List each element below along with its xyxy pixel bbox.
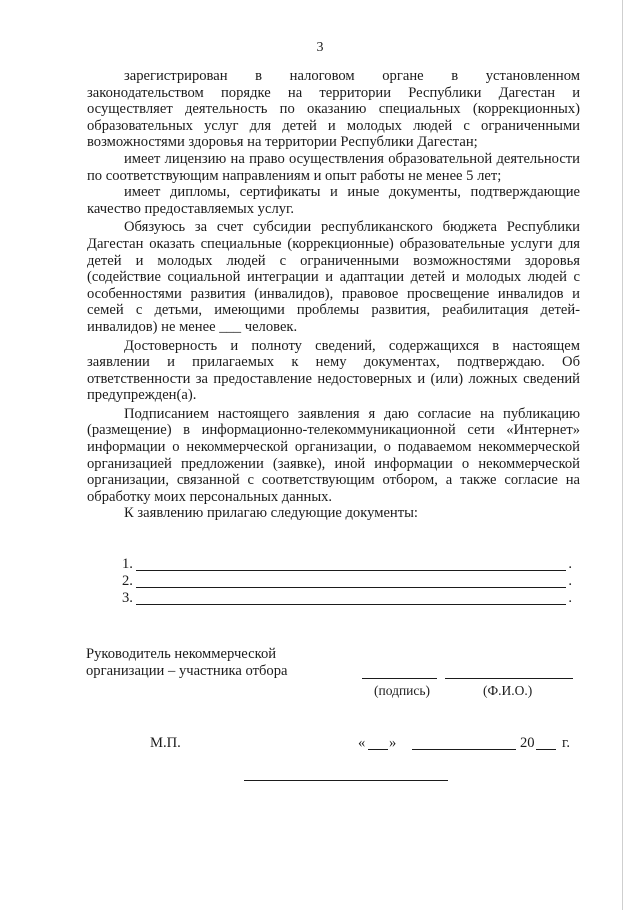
name-line[interactable]: [445, 678, 573, 679]
paragraph-license: имеет лицензию на право осуществления образовательной деятельности по соответствующим направлениям и опыт работы не менее 5 лет;: [87, 150, 580, 184]
paragraph-consent: Подписанием настоящего заявления я даю согласие на публикацию (размещение) в информационно-телекоммуникационной сети «Интернет» информации о некоммерческой организации, о подаваемом некоммерческой организацией предложении (заявке), иной информации о некоммерческой организации, связанной с соответствующим отбором, а также согласие на обработку моих персональных данных.: [87, 405, 580, 505]
attachment-number: 3.: [122, 590, 133, 607]
year-prefix: 20: [520, 735, 535, 751]
signatory-title-line1: Руководитель некоммерческой: [86, 646, 277, 662]
attachment-blank-line[interactable]: [136, 575, 566, 588]
date-field: [358, 735, 578, 755]
page-number: 3: [316, 40, 324, 55]
attachment-period: .: [568, 590, 572, 607]
paragraph-obligation: Обязуюсь за счет субсидии республиканского бюджета Республики Дагестан оказать специальные (коррекционные) образовательные услуги для детей и молодых людей с ограниченными возможностями здоровья (содействие социальной интеграции и адаптации детей и молодых людей с особенностями развития (инвалидов), правовое просвещение инвалидов и семей с детьми, имеющими проблемы развития, реабилитация детей-инвалидов) не менее ___ человек.: [87, 219, 580, 335]
attachment-period: .: [568, 573, 572, 590]
attachments-list: [122, 556, 572, 607]
stamp-place: М.П.: [150, 735, 181, 751]
paragraph-diplomas: имеет дипломы, сертификаты и иные документы, подтверждающие качество предоставляемых услуг.: [87, 184, 580, 217]
paragraph-accuracy: Достоверность и полноту сведений, содержащихся в настоящем заявлении и прилагаемых к нему документах, подтверждаю. Об ответственности за предоставление недостоверных и (или) ложных сведений предупрежден(а).: [87, 337, 580, 404]
signatory-title-line2: организации – участника отбора: [86, 662, 288, 679]
attachment-blank-line[interactable]: [136, 558, 566, 571]
signature-line[interactable]: [362, 678, 437, 679]
signature-caption: (подпись): [374, 683, 431, 698]
year-suffix: г.: [562, 735, 570, 751]
attachment-row: [122, 573, 572, 590]
paragraph-registration: зарегистрирован в налоговом органе в установленном законодательством порядке на территории Республики Дагестан и осуществляет деятельность по оказанию специальных (коррекционных) образовательных услуг для детей и молодых людей с ограниченными возможностями здоровья на территории Республики Дагестан;: [87, 68, 580, 151]
page-edge: [622, 0, 623, 910]
year-blank-line[interactable]: [536, 749, 556, 750]
bottom-rule: [244, 780, 448, 781]
day-blank-line[interactable]: [368, 749, 388, 750]
attachment-number: 2.: [122, 573, 133, 590]
document-body: [87, 68, 580, 522]
attachment-period: .: [568, 556, 572, 573]
attachment-blank-line[interactable]: [136, 592, 566, 605]
attachment-row: [122, 556, 572, 573]
paragraph-attachments-intro: К заявлению прилагаю следующие документы:: [124, 505, 418, 522]
attachment-number: 1.: [122, 556, 133, 573]
signatory-title: [86, 646, 326, 679]
date-close-quote: »: [389, 735, 397, 751]
attachment-row: [122, 590, 572, 607]
date-open-quote: «: [358, 735, 366, 751]
month-blank-line[interactable]: [412, 749, 516, 750]
name-caption: (Ф.И.О.): [483, 683, 533, 698]
